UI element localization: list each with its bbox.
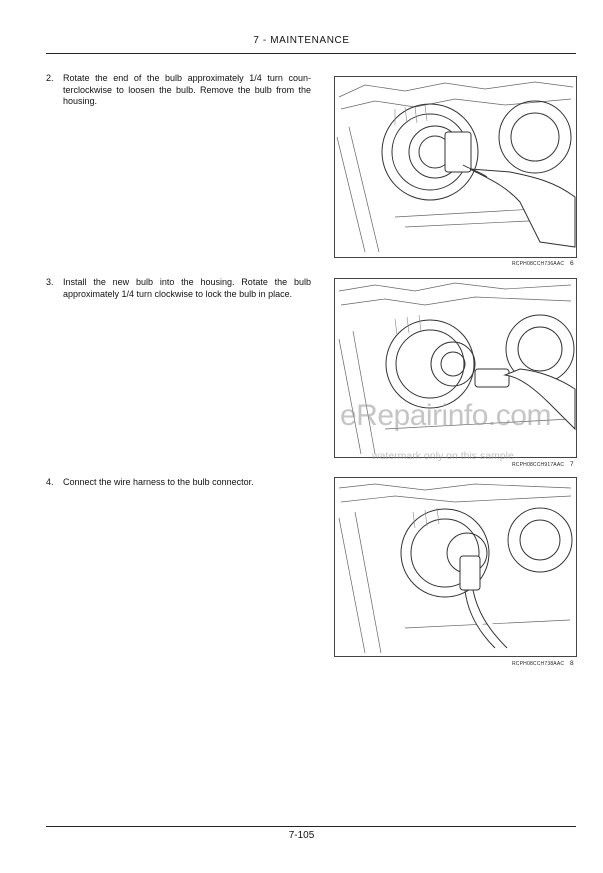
figure-6-code: RCPH08CCH736AAC (512, 261, 565, 267)
figure-8-illustration (334, 477, 577, 657)
step-text: Rotate the end of the bulb approximately 1/4 turn coun-terclockwise to loosen the bulb. Remove the bulb from the housing. (63, 73, 311, 106)
watermark-logo: eRepairinfo.com (340, 399, 551, 432)
header-rule (46, 53, 576, 54)
page-header-title: 7 - MAINTENANCE (253, 35, 350, 46)
figure-7-code: RCPH08CCH917AAC (512, 462, 565, 468)
step-text: Connect the wire harness to the bulb connector. (63, 477, 254, 487)
figure-8-code: RCPH08CCH738AAC (512, 661, 565, 667)
step-text: Install the new bulb into the housing. Rotate the bulb approximately 1/4 turn clockwise to lock the bulb in place. (63, 277, 311, 299)
footer-rule (46, 826, 576, 827)
step-number: 2. (46, 73, 54, 83)
step-number: 3. (46, 277, 54, 287)
watermark-note: watermark only on this sample (372, 450, 514, 462)
figure-7-number: 7 (570, 461, 574, 468)
figure-6-number: 6 (570, 260, 574, 267)
step-number: 4. (46, 477, 54, 487)
figure-8-number: 8 (570, 660, 574, 667)
page-number: 7-105 (288, 830, 315, 841)
figure-6-illustration (334, 76, 577, 258)
